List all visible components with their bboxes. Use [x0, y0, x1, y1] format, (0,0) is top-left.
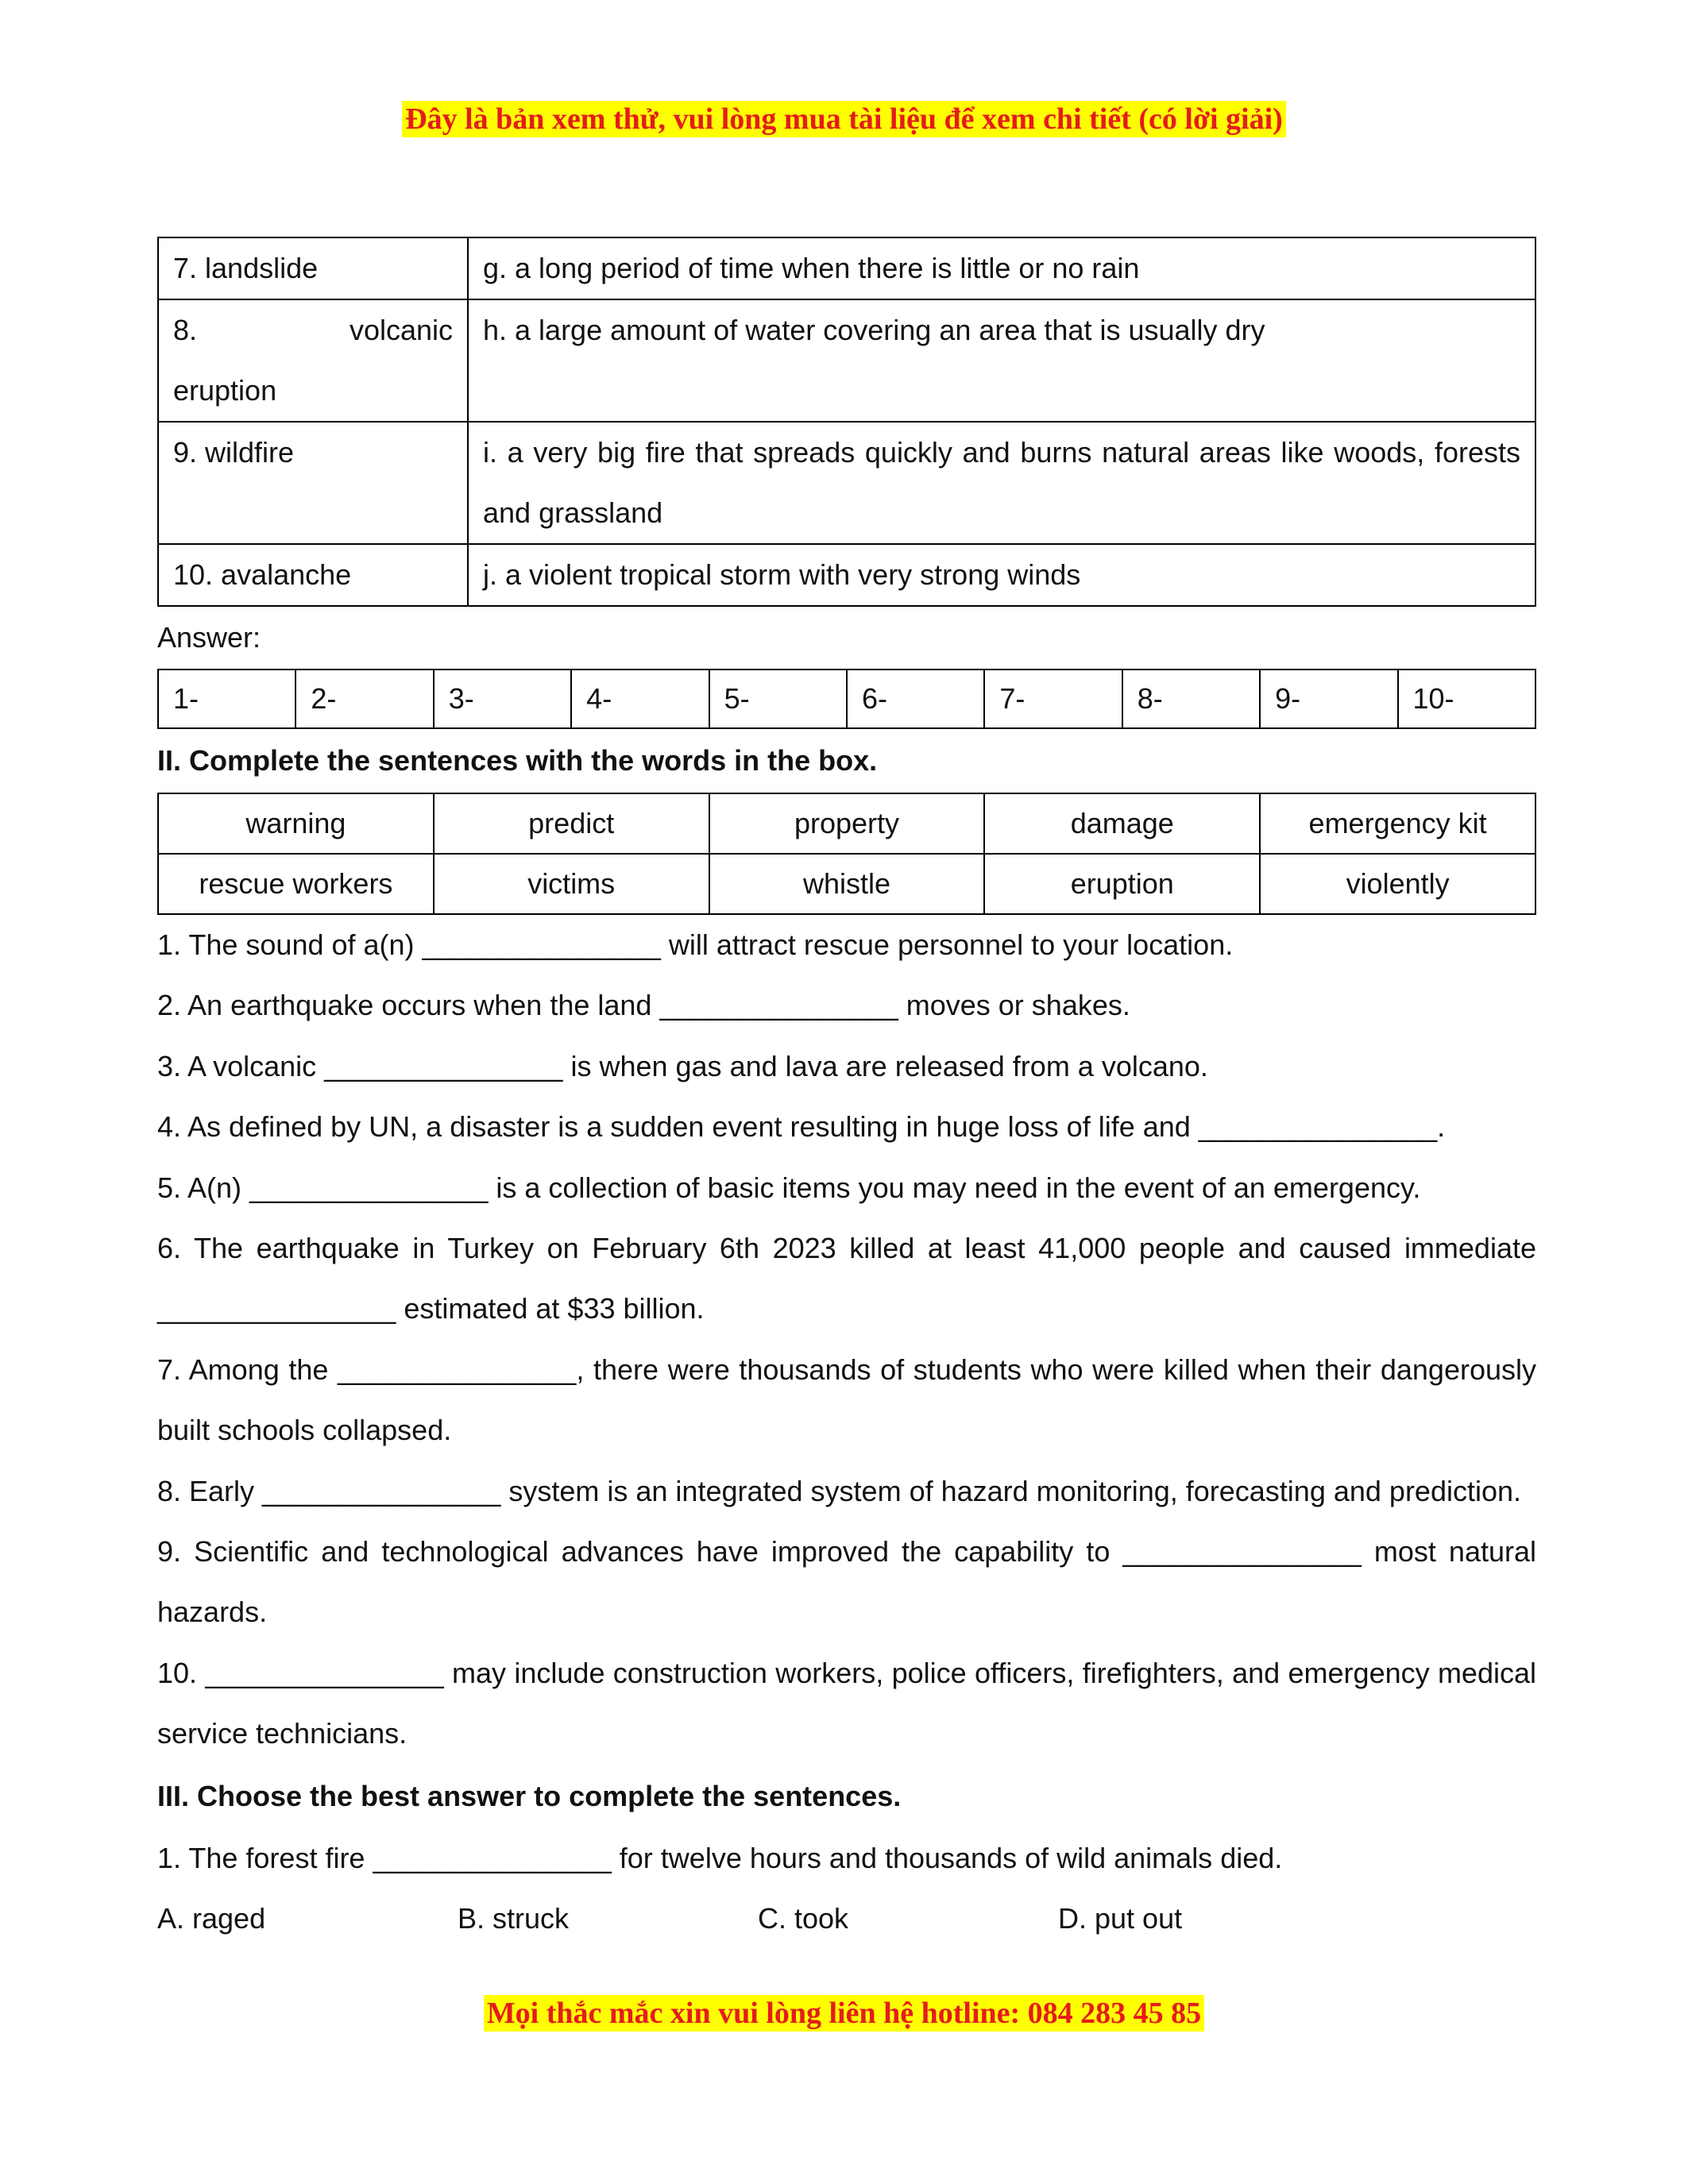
definition-cell: j. a violent tropical storm with very strong winds	[468, 544, 1535, 606]
answer-cell[interactable]: 5-	[709, 669, 847, 728]
hotline-text: Mọi thắc mắc xin vui lòng liên hệ hotline: 084 283 45 85	[484, 1995, 1204, 2032]
question-item: 1. The forest fire _______________ for twelve hours and thousands of wild animals died.	[157, 1841, 1283, 1874]
definition-cell: h. a large amount of water covering an area that is usually dry	[468, 299, 1535, 422]
question-item: 7. Among the _______________, there were thousands of students who were killed when their dangerously built schools collapsed.	[157, 1352, 1536, 1447]
table-row	[158, 544, 1535, 606]
question-item: 3. A volcanic _______________ is when gas and lava are released from a volcano.	[157, 1049, 1208, 1082]
term-cell: 9. wildfire	[158, 422, 468, 544]
answer-cell[interactable]: 4-	[571, 669, 709, 728]
answer-cell[interactable]: 6-	[847, 669, 984, 728]
term-number: 8.	[173, 314, 198, 346]
question-item: 4. As defined by UN, a disaster is a sudden event resulting in huge loss of life and _______________.	[157, 1110, 1446, 1144]
term-word-continued: eruption	[173, 374, 277, 407]
term-cell: 7. landslide	[158, 237, 468, 299]
question-item: 9. Scientific and technological advances have improved the capability to _______________ most natural hazards.	[157, 1535, 1536, 1629]
section-3-heading: III. Choose the best answer to complete the sentences.	[157, 1779, 902, 1812]
word-box-item: warning	[158, 793, 434, 854]
section-2-heading: II. Complete the sentences with the words in the box.	[157, 744, 878, 777]
preview-notice-banner	[0, 102, 1688, 137]
term-cell	[158, 299, 468, 422]
definition-cell: i. a very big fire that spreads quickly and burns natural areas like woods, forests and grassland	[468, 422, 1535, 544]
word-box-item: emergency kit	[1260, 793, 1535, 854]
question-item: 10. _______________ may include construction workers, police officers, firefighters, and emergency medical service technicians.	[157, 1656, 1536, 1750]
question-item: 8. Early _______________ system is an integrated system of hazard monitoring, forecasting and prediction.	[157, 1474, 1522, 1507]
table-row	[158, 669, 1535, 728]
word-box-item: whistle	[709, 854, 985, 914]
section-2-questions	[157, 915, 1536, 1765]
worksheet-content	[157, 237, 1536, 1949]
option-c[interactable]: C. took	[758, 1902, 849, 1935]
table-row	[158, 422, 1535, 544]
word-box-item: predict	[434, 793, 709, 854]
question-item: 5. A(n) _______________ is a collection of basic items you may need in the event of an emergency.	[157, 1171, 1421, 1204]
table-row	[158, 793, 1535, 854]
table-row	[158, 854, 1535, 914]
word-box-item: victims	[434, 854, 709, 914]
preview-notice-text: Đây là bản xem thử, vui lòng mua tài liệu để xem chi tiết (có lời giải)	[402, 101, 1286, 137]
term-word: volcanic	[349, 314, 453, 346]
hotline-banner	[0, 1996, 1688, 2031]
definition-cell: g. a long period of time when there is little or no rain	[468, 237, 1535, 299]
answer-cell[interactable]: 10-	[1398, 669, 1535, 728]
answer-cell[interactable]: 3-	[434, 669, 571, 728]
word-box-item: eruption	[984, 854, 1260, 914]
word-box-item: rescue workers	[158, 854, 434, 914]
answer-cell[interactable]: 1-	[158, 669, 295, 728]
matching-table	[157, 237, 1536, 607]
question-item: 6. The earthquake in Turkey on February 6th 2023 killed at least 41,000 people and caused immediate _______________ estimated at $33 billion.	[157, 1232, 1536, 1325]
word-box-item: violently	[1260, 854, 1535, 914]
answer-label: Answer:	[157, 621, 261, 654]
option-a[interactable]: A. raged	[157, 1902, 266, 1935]
option-d[interactable]: D. put out	[1058, 1902, 1183, 1935]
answer-cell[interactable]: 2-	[295, 669, 433, 728]
answer-cell[interactable]: 8-	[1122, 669, 1260, 728]
question-item: 2. An earthquake occurs when the land _______________ moves or shakes.	[157, 989, 1130, 1022]
term-cell: 10. avalanche	[158, 544, 468, 606]
answer-cell[interactable]: 7-	[984, 669, 1122, 728]
table-row	[158, 237, 1535, 299]
answer-table	[157, 669, 1536, 729]
word-box-table	[157, 793, 1536, 915]
answer-options	[157, 1889, 1536, 1949]
question-item: 1. The sound of a(n) _______________ will attract rescue personnel to your location.	[157, 928, 1234, 961]
table-row	[158, 299, 1535, 422]
word-box-item: damage	[984, 793, 1260, 854]
answer-cell[interactable]: 9-	[1260, 669, 1397, 728]
word-box-item: property	[709, 793, 985, 854]
option-b[interactable]: B. struck	[458, 1902, 570, 1935]
